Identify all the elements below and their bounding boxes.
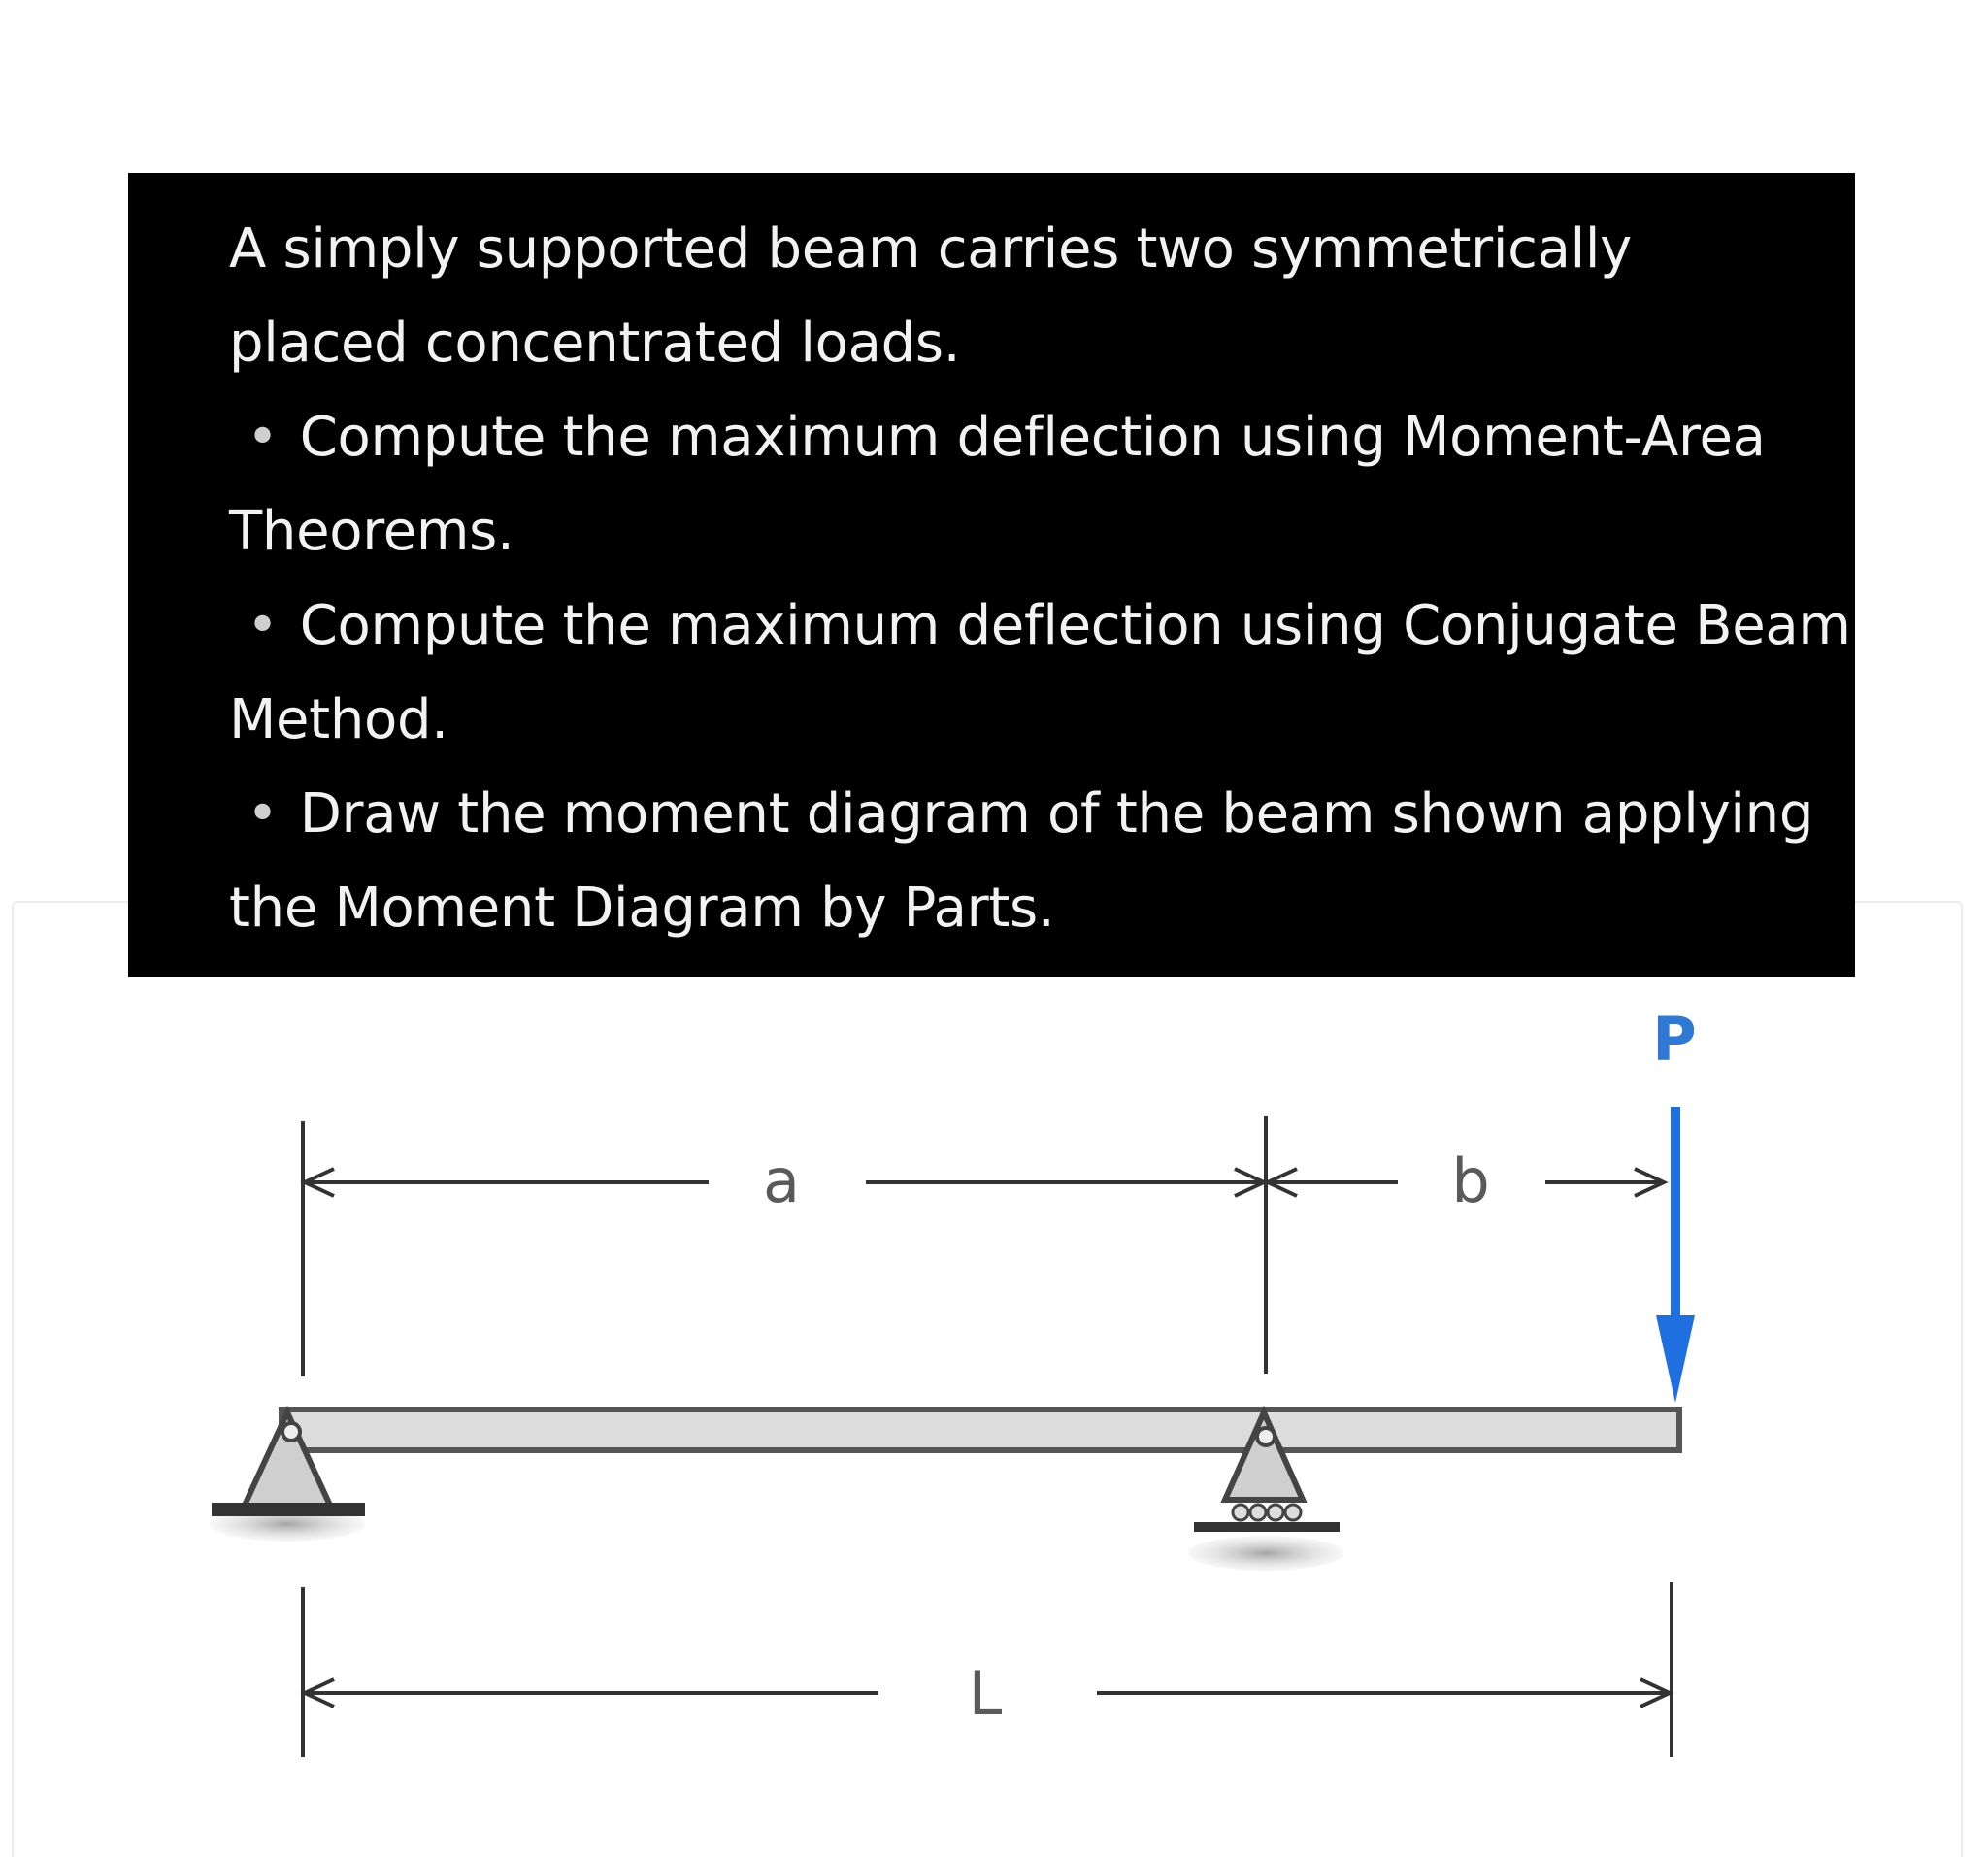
bullet-2-line-1: Compute the maximum deflection using Conjugate Beam bbox=[299, 594, 1851, 657]
bullet-2-line-2: Method. bbox=[229, 688, 448, 751]
pin-icon bbox=[1257, 1428, 1275, 1445]
bullet-3-line-2: the Moment Diagram by Parts. bbox=[229, 877, 1055, 940]
dimension-a bbox=[303, 1121, 1264, 1376]
load-arrow-head bbox=[1656, 1315, 1695, 1403]
bullet-icon: • bbox=[247, 782, 279, 846]
bullet-icon: • bbox=[247, 594, 279, 657]
support-base bbox=[1194, 1522, 1340, 1532]
intro-line-2: placed concentrated loads. bbox=[229, 312, 961, 375]
beam bbox=[282, 1409, 1679, 1450]
dimension-l bbox=[303, 1582, 1672, 1757]
roller-icon bbox=[1285, 1505, 1301, 1520]
dimension-b bbox=[1268, 1145, 1664, 1216]
pin-icon bbox=[282, 1423, 300, 1441]
dimension-label-a: a bbox=[763, 1145, 800, 1216]
bullet-1-line-2: Theorems. bbox=[229, 500, 514, 563]
roller-icon bbox=[1250, 1505, 1266, 1520]
support-base bbox=[212, 1503, 365, 1516]
roller-icon bbox=[1233, 1505, 1248, 1520]
bullet-1-line-1: Compute the maximum deflection using Moment-Area bbox=[299, 406, 1766, 469]
ground-shadow bbox=[1188, 1536, 1343, 1571]
load-p bbox=[1652, 1004, 1696, 1403]
dimension-label-b: b bbox=[1451, 1145, 1490, 1216]
dimension-label-l: L bbox=[968, 1658, 1003, 1729]
roller-icon bbox=[1268, 1505, 1283, 1520]
bullet-icon: • bbox=[247, 406, 279, 469]
load-label-p: P bbox=[1652, 1004, 1697, 1075]
bullet-3-line-1: Draw the moment diagram of the beam shown applying bbox=[299, 782, 1814, 846]
intro-line-1: A simply supported beam carries two symmetrically bbox=[229, 217, 1632, 281]
